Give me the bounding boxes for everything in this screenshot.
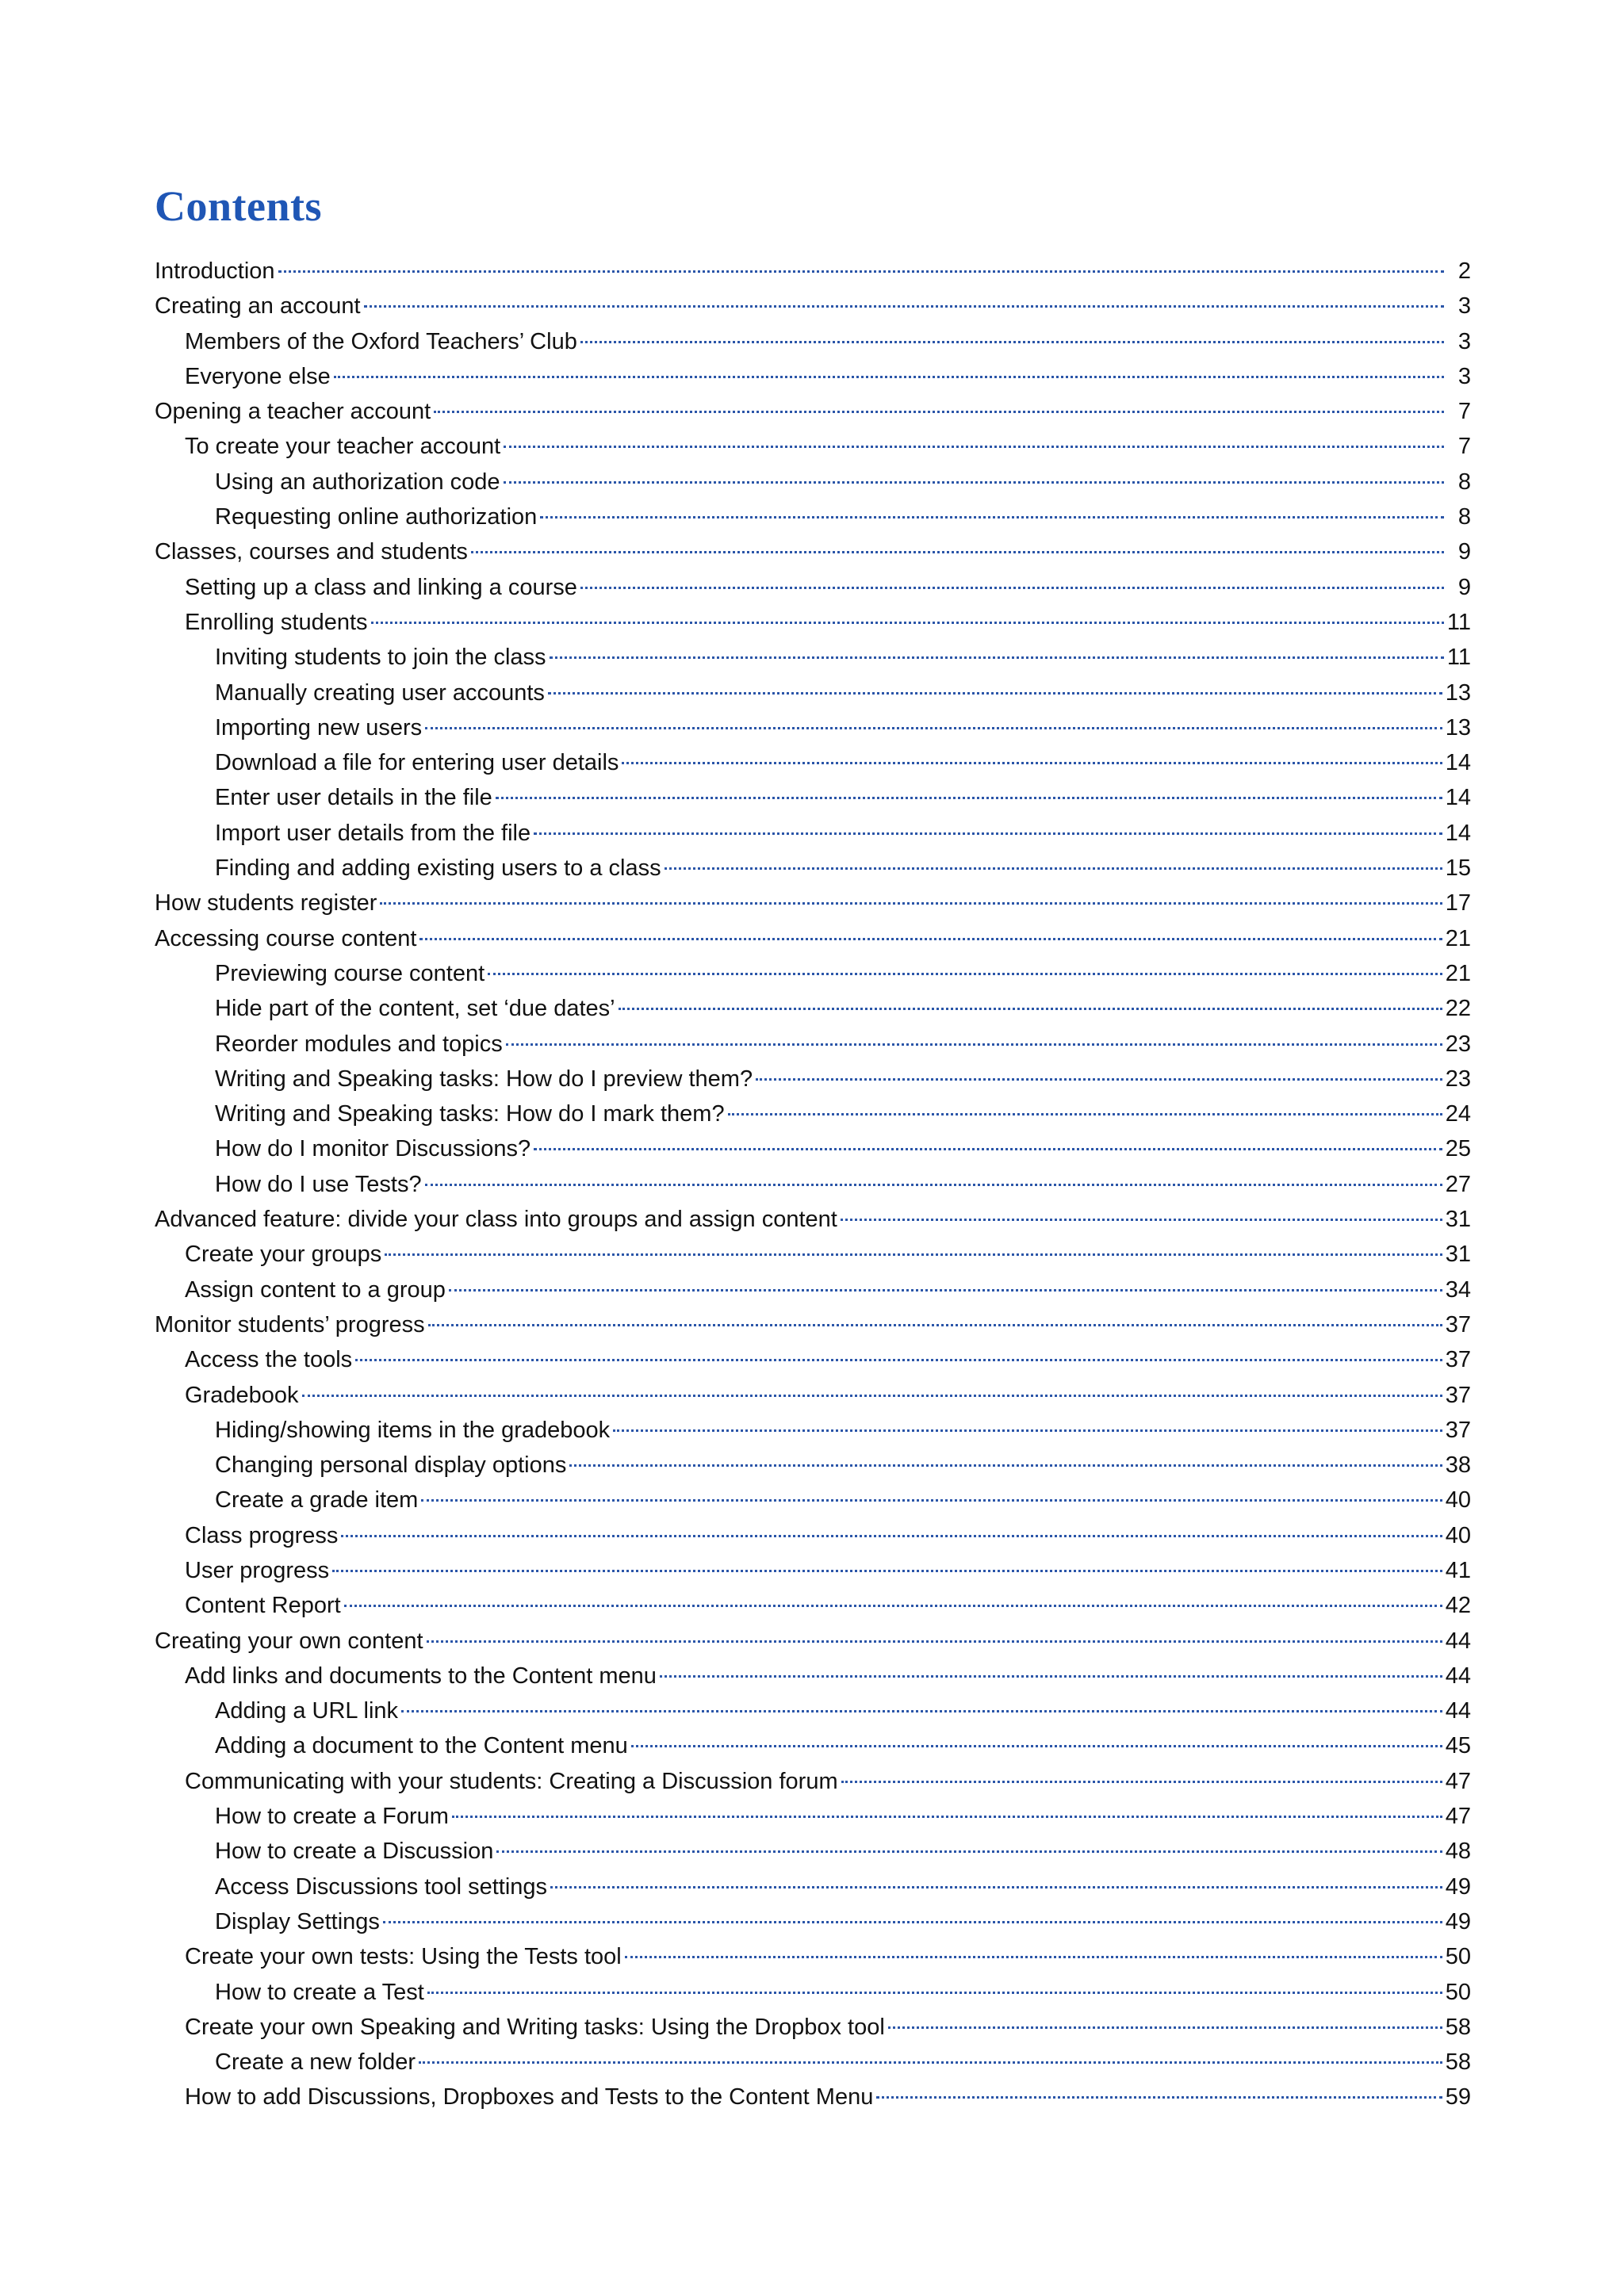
toc-entry[interactable]: [155, 1764, 1471, 1799]
toc-entry[interactable]: [155, 1904, 1471, 1939]
toc-entry[interactable]: [155, 1131, 1471, 1166]
toc-entry[interactable]: [155, 1237, 1471, 1272]
toc-entry-label: Adding a document to the Content menu: [215, 1733, 628, 1759]
toc-entry-page-number: 13: [1445, 679, 1471, 706]
toc-entry-label: Members of the Oxford Teachers’ Club: [185, 328, 577, 354]
toc-entry[interactable]: [155, 289, 1471, 323]
toc-entry[interactable]: [155, 2010, 1471, 2045]
toc-entry-page-number: 25: [1445, 1136, 1471, 1162]
toc-entry-page-number: 9: [1457, 539, 1471, 565]
toc-entry-label: Download a file for entering user details: [215, 750, 619, 776]
toc-entry-label: How do I use Tests?: [215, 1171, 422, 1197]
dot-leader: [548, 692, 1442, 695]
toc-entry-page-number: 47: [1445, 1804, 1471, 1830]
toc-entry-page-number: 44: [1445, 1628, 1471, 1654]
toc-entry-page-number: 41: [1445, 1557, 1471, 1583]
dot-leader: [425, 1184, 1442, 1186]
toc-entry[interactable]: [155, 534, 1471, 569]
toc-entry-page-number: 27: [1445, 1171, 1471, 1197]
dot-leader: [488, 973, 1442, 975]
dot-leader: [613, 1429, 1442, 1432]
toc-entry-label: Enter user details in the file: [215, 785, 492, 811]
dot-leader: [427, 1640, 1442, 1643]
dot-leader: [550, 656, 1444, 659]
toc-entry-label: Accessing course content: [155, 925, 417, 951]
dot-leader: [302, 1395, 1442, 1397]
dot-leader: [278, 270, 1444, 273]
toc-entry-page-number: 14: [1445, 785, 1471, 811]
toc-entry[interactable]: [155, 1062, 1471, 1096]
dot-leader: [496, 1850, 1442, 1853]
toc-entry-label: To create your teacher account: [185, 434, 501, 460]
dot-leader: [496, 797, 1442, 799]
toc-entry-label: Creating your own content: [155, 1628, 423, 1654]
dot-leader: [355, 1359, 1442, 1361]
toc-entry-label: User progress: [185, 1557, 330, 1583]
toc-entry-label: Writing and Speaking tasks: How do I preview them?: [215, 1066, 753, 1092]
toc-entry-label: How to create a Test: [215, 1979, 424, 2005]
toc-entry[interactable]: [155, 465, 1471, 499]
dot-leader: [506, 1043, 1442, 1046]
toc-entry-page-number: 37: [1445, 1347, 1471, 1373]
toc-entry-page-number: 47: [1445, 1768, 1471, 1794]
toc-entry-label: How to add Discussions, Dropboxes and Tests to the Content Menu: [185, 2084, 874, 2110]
toc-entry-page-number: 8: [1457, 504, 1471, 530]
toc-entry-label: Finding and adding existing users to a class: [215, 855, 661, 882]
toc-entry-page-number: 50: [1445, 1944, 1471, 1970]
toc-entry-page-number: 22: [1445, 996, 1471, 1022]
toc-entry[interactable]: [155, 991, 1471, 1026]
toc-entry-page-number: 3: [1457, 363, 1471, 389]
toc-entry-page-number: 37: [1445, 1382, 1471, 1408]
dot-leader: [876, 2096, 1442, 2099]
dot-leader: [401, 1710, 1442, 1712]
toc-entry[interactable]: [155, 1027, 1471, 1062]
dot-leader: [380, 902, 1442, 905]
toc-entry[interactable]: [155, 851, 1471, 886]
toc-entry-page-number: 11: [1446, 645, 1471, 671]
toc-entry-page-number: 44: [1445, 1698, 1471, 1724]
toc-entry[interactable]: [155, 2080, 1471, 2114]
toc-entry[interactable]: [155, 1939, 1471, 1974]
toc-entry-page-number: 2: [1457, 258, 1471, 284]
toc-entry-page-number: 15: [1445, 855, 1471, 882]
toc-entry[interactable]: [155, 429, 1471, 464]
toc-entry-label: Create a grade item: [215, 1487, 419, 1513]
toc-entry-page-number: 11: [1446, 609, 1471, 635]
toc-entry-page-number: 58: [1445, 2014, 1471, 2040]
toc-entry-page-number: 58: [1445, 2049, 1471, 2076]
toc-entry-label: Writing and Speaking tasks: How do I mark them?: [215, 1101, 725, 1127]
toc-entry-label: Import user details from the file: [215, 820, 531, 846]
toc-entry[interactable]: [155, 1975, 1471, 2010]
toc-entry[interactable]: [155, 1553, 1471, 1588]
toc-entry[interactable]: [155, 499, 1471, 534]
toc-entry-page-number: 38: [1445, 1452, 1471, 1479]
toc-entry[interactable]: [155, 886, 1471, 920]
toc-entry[interactable]: [155, 1342, 1471, 1377]
toc-entry-label: Enrolling students: [185, 609, 368, 635]
dot-leader: [580, 587, 1444, 589]
toc-entry-page-number: 45: [1445, 1733, 1471, 1759]
toc-entry-page-number: 21: [1445, 925, 1471, 951]
dot-leader: [550, 1886, 1442, 1888]
dot-leader: [332, 1570, 1442, 1572]
toc-entry-label: How do I monitor Discussions?: [215, 1136, 531, 1162]
dot-leader: [534, 1148, 1442, 1150]
toc-entry-page-number: 23: [1445, 1066, 1471, 1092]
toc-entry-page-number: 23: [1445, 1031, 1471, 1057]
toc-entry[interactable]: [155, 1659, 1471, 1693]
toc-entry[interactable]: [155, 254, 1471, 289]
toc-entry-page-number: 14: [1445, 750, 1471, 776]
toc-entry-page-number: 31: [1445, 1207, 1471, 1233]
dot-leader: [841, 1781, 1442, 1783]
toc-entry-label: Everyone else: [185, 363, 331, 389]
toc-entry-page-number: 49: [1445, 1908, 1471, 1934]
toc-entry-page-number: 59: [1445, 2084, 1471, 2110]
toc-entry-page-number: 48: [1445, 1839, 1471, 1865]
toc-entry[interactable]: [155, 2045, 1471, 2080]
dot-leader: [888, 2026, 1442, 2029]
dot-leader: [728, 1113, 1442, 1115]
toc-entry-page-number: 49: [1445, 1873, 1471, 1900]
toc-entry-label: Adding a URL link: [215, 1698, 399, 1724]
toc-entry-label: Setting up a class and linking a course: [185, 574, 577, 600]
dot-leader: [344, 1605, 1442, 1607]
toc-entry[interactable]: [155, 1728, 1471, 1763]
toc-entry[interactable]: [155, 780, 1471, 815]
toc-entry[interactable]: [155, 570, 1471, 605]
toc-entry[interactable]: [155, 921, 1471, 956]
toc-entry-page-number: 50: [1445, 1979, 1471, 2005]
toc-entry[interactable]: [155, 1518, 1471, 1553]
toc-entry-page-number: 34: [1445, 1276, 1471, 1303]
toc-entry[interactable]: [155, 1483, 1471, 1517]
toc-entry-label: Create your own tests: Using the Tests tool: [185, 1944, 622, 1970]
toc-entry-label: Opening a teacher account: [155, 399, 431, 425]
toc-entry-label: Introduction: [155, 258, 275, 284]
dot-leader: [540, 516, 1444, 519]
dot-leader: [434, 411, 1444, 413]
page-title: Contents: [155, 182, 323, 230]
dot-leader: [841, 1219, 1442, 1221]
toc-entry-page-number: 21: [1445, 960, 1471, 986]
dot-leader: [419, 2061, 1442, 2064]
dot-leader: [428, 1324, 1442, 1326]
toc-entry-label: Changing personal display options: [215, 1452, 567, 1479]
toc-entry-page-number: 37: [1445, 1417, 1471, 1443]
dot-leader: [341, 1535, 1442, 1537]
toc-entry-label: How students register: [155, 890, 377, 916]
toc-entry-label: Creating an account: [155, 293, 361, 320]
dot-leader: [631, 1745, 1442, 1747]
toc-entry[interactable]: [155, 1167, 1471, 1202]
toc-entry-page-number: 8: [1457, 469, 1471, 495]
toc-entry-label: Assign content to a group: [185, 1276, 446, 1303]
toc-entry[interactable]: [155, 1624, 1471, 1659]
dot-leader: [449, 1289, 1442, 1292]
toc-entry-label: Class progress: [185, 1522, 339, 1548]
toc-entry-label: Classes, courses and students: [155, 539, 468, 565]
toc-entry[interactable]: [155, 1202, 1471, 1237]
dot-leader: [619, 1008, 1442, 1010]
toc-entry-label: Gradebook: [185, 1382, 299, 1408]
dot-leader: [569, 1464, 1442, 1467]
toc-entry[interactable]: [155, 816, 1471, 851]
toc-entry-label: Previewing course content: [215, 960, 485, 986]
toc-entry-label: Hiding/showing items in the gradebook: [215, 1417, 611, 1443]
toc-entry-label: Advanced feature: divide your class into groups and assign content: [155, 1207, 837, 1233]
toc-entry-label: Inviting students to join the class: [215, 645, 546, 671]
toc-entry-page-number: 17: [1445, 890, 1471, 916]
toc-entry-page-number: 40: [1445, 1487, 1471, 1513]
toc-entry[interactable]: [155, 1413, 1471, 1448]
dot-leader: [471, 551, 1444, 553]
toc-entry-label: Add links and documents to the Content menu: [185, 1663, 657, 1689]
dot-leader: [383, 1921, 1442, 1923]
toc-entry[interactable]: [155, 1693, 1471, 1728]
toc-entry-label: Reorder modules and topics: [215, 1031, 503, 1057]
toc-entry-page-number: 40: [1445, 1522, 1471, 1548]
toc-entry-label: Create a new folder: [215, 2049, 416, 2076]
toc-entry[interactable]: [155, 710, 1471, 745]
table-of-contents: [155, 254, 1471, 2115]
toc-entry-page-number: 7: [1457, 434, 1471, 460]
dot-leader: [625, 1956, 1442, 1958]
dot-leader: [421, 1499, 1442, 1502]
toc-entry[interactable]: [155, 675, 1471, 710]
toc-entry-label: Manually creating user accounts: [215, 679, 545, 706]
toc-entry[interactable]: [155, 324, 1471, 359]
toc-entry-page-number: 7: [1457, 399, 1471, 425]
dot-leader: [665, 867, 1442, 870]
dot-leader: [622, 762, 1442, 764]
dot-leader: [364, 305, 1444, 308]
dot-leader: [419, 938, 1442, 940]
toc-entry-label: Requesting online authorization: [215, 504, 538, 530]
dot-leader: [660, 1675, 1442, 1678]
toc-entry-label: Communicating with your students: Creating a Discussion forum: [185, 1768, 838, 1794]
toc-entry[interactable]: [155, 640, 1471, 675]
toc-entry[interactable]: [155, 359, 1471, 394]
dot-leader: [504, 481, 1444, 484]
dot-leader: [534, 832, 1442, 835]
dot-leader: [756, 1078, 1442, 1081]
toc-entry-page-number: 14: [1445, 820, 1471, 846]
toc-entry-label: Display Settings: [215, 1908, 380, 1934]
toc-entry-page-number: 9: [1457, 574, 1471, 600]
toc-entry[interactable]: [155, 1834, 1471, 1869]
toc-entry-page-number: 31: [1445, 1242, 1471, 1268]
toc-entry-label: Create your groups: [185, 1242, 382, 1268]
toc-entry-label: How to create a Forum: [215, 1804, 449, 1830]
toc-entry[interactable]: [155, 1448, 1471, 1483]
dot-leader: [385, 1253, 1442, 1256]
toc-entry-page-number: 37: [1445, 1311, 1471, 1337]
toc-entry-label: Using an authorization code: [215, 469, 500, 495]
toc-entry[interactable]: [155, 1869, 1471, 1904]
toc-entry-label: How to create a Discussion: [215, 1839, 494, 1865]
toc-entry[interactable]: [155, 745, 1471, 780]
dot-leader: [425, 727, 1442, 729]
toc-entry-label: Access the tools: [185, 1347, 353, 1373]
toc-entry[interactable]: [155, 1588, 1471, 1623]
toc-entry-label: Monitor students’ progress: [155, 1311, 425, 1337]
toc-entry-page-number: 24: [1445, 1101, 1471, 1127]
toc-entry-page-number: 3: [1457, 293, 1471, 320]
toc-entry-label: Content Report: [185, 1593, 341, 1619]
toc-entry-label: Access Discussions tool settings: [215, 1873, 548, 1900]
dot-leader: [427, 1992, 1442, 1994]
toc-entry[interactable]: [155, 1272, 1471, 1307]
dot-leader: [504, 446, 1444, 448]
toc-entry-page-number: 44: [1445, 1663, 1471, 1689]
toc-entry[interactable]: [155, 1096, 1471, 1131]
dot-leader: [334, 376, 1444, 378]
dot-leader: [371, 622, 1444, 624]
toc-entry[interactable]: [155, 1307, 1471, 1342]
toc-entry-label: Importing new users: [215, 714, 423, 740]
toc-entry-label: Create your own Speaking and Writing tasks: Using the Dropbox tool: [185, 2014, 885, 2040]
toc-entry[interactable]: [155, 956, 1471, 991]
toc-entry[interactable]: [155, 1378, 1471, 1413]
toc-entry[interactable]: [155, 1799, 1471, 1834]
dot-leader: [580, 341, 1444, 343]
toc-entry-page-number: 3: [1457, 328, 1471, 354]
toc-entry[interactable]: [155, 605, 1471, 640]
toc-entry-page-number: 13: [1445, 714, 1471, 740]
toc-entry-page-number: 42: [1445, 1593, 1471, 1619]
dot-leader: [452, 1816, 1442, 1818]
toc-entry-label: Hide part of the content, set ‘due dates’: [215, 996, 615, 1022]
toc-entry[interactable]: [155, 394, 1471, 429]
